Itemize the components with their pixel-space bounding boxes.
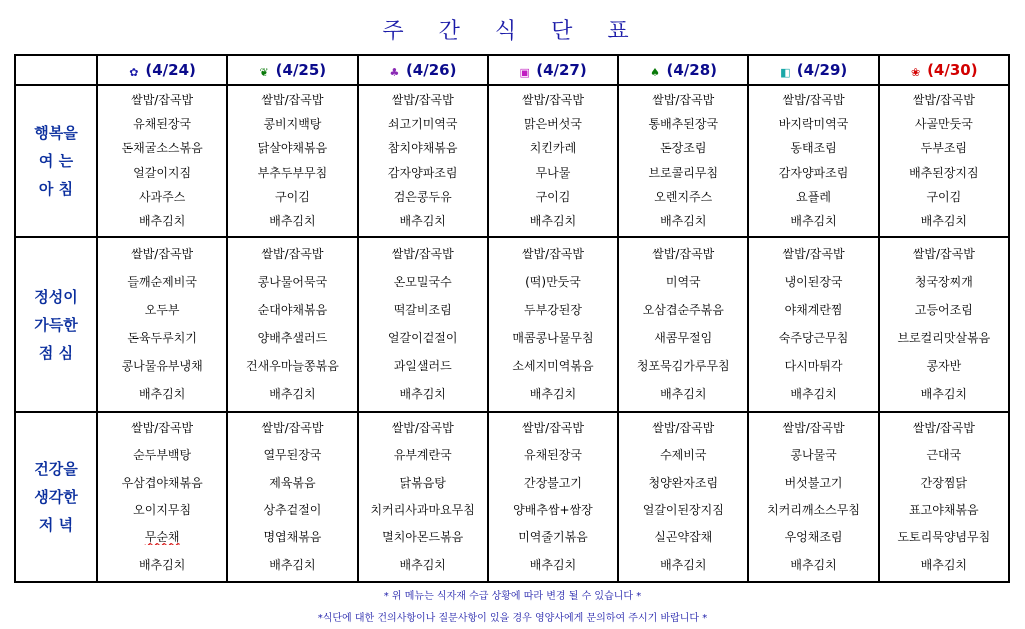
menu-item: 무나물 <box>535 165 571 180</box>
date-label: (4/30) <box>927 61 978 79</box>
meal-label-cell <box>15 412 97 582</box>
menu-item: 유채된장국 <box>133 116 192 131</box>
menu-item: 근대국 <box>926 448 962 463</box>
menu-cell <box>488 412 618 582</box>
menu-cell <box>618 85 748 237</box>
meal-label-line: 저 녁 <box>38 516 74 534</box>
menu-item: 쌀밥/잡곡밥 <box>912 92 975 107</box>
date-header-3 <box>488 55 618 85</box>
menu-item: 배추김치 <box>660 214 707 229</box>
menu-item: 사골만둣국 <box>914 116 973 131</box>
meal-label-line: 정성이 <box>34 287 78 306</box>
menu-item: 배추김치 <box>138 214 186 229</box>
inquiry-note: *식단에 대한 건의사항이나 질문사항이 있을 경우 영양사에게 문의하여 주시기 바랍니다 * <box>317 613 708 624</box>
menu-item: 유채된장국 <box>524 448 582 463</box>
menu-item: 오렌지주스 <box>654 189 713 204</box>
menu-item: 배추김치 <box>529 214 577 229</box>
menu-item: 매콤콩나물무침 <box>512 331 594 346</box>
menu-item: 쌀밥/잡곡밥 <box>131 421 194 436</box>
menu-item: 배추김치 <box>529 557 577 572</box>
menu-item: 표고야채볶음 <box>909 503 979 518</box>
menu-item: 콩나물국 <box>790 448 837 463</box>
menu-item: 쌀밥/잡곡밥 <box>652 246 715 261</box>
menu-item: 감자양파조림 <box>387 165 458 180</box>
menu-item: 쌀밥/잡곡밥 <box>521 421 584 436</box>
date-header-4 <box>618 55 748 85</box>
menu-item: 건새우마늘쫑볶음 <box>246 359 339 374</box>
menu-cell <box>227 412 357 582</box>
menu-item: 숙주당근무침 <box>778 331 849 346</box>
menu-item: 쌀밥/잡곡밥 <box>131 246 194 261</box>
menu-item: 청국장찌개 <box>914 274 973 289</box>
menu-item: 새콤무절임 <box>654 331 713 346</box>
menu-item: 얼갈이겉절이 <box>387 331 458 346</box>
date-header-5 <box>748 55 878 85</box>
weekly-menu-table <box>14 54 1010 583</box>
menu-item: 순대야채볶음 <box>257 302 328 317</box>
menu-item: 양배추샐러드 <box>257 331 328 346</box>
menu-item: 상추겉절이 <box>263 503 322 518</box>
menu-item: 동태조림 <box>790 141 837 156</box>
page-title: 주 간 식 단 표 <box>382 19 643 44</box>
menu-item: 실곤약잡채 <box>654 530 713 545</box>
menu-cell <box>358 412 488 582</box>
menu-item: 콩나물유부냉채 <box>121 359 203 374</box>
menu-cell <box>748 412 878 582</box>
menu-item: 쌀밥/잡곡밥 <box>912 246 975 261</box>
date-label: (4/27) <box>536 61 587 79</box>
menu-item: 쌀밥/잡곡밥 <box>652 421 715 436</box>
date-label: (4/24) <box>145 61 196 79</box>
menu-item: 순두부백탕 <box>133 448 192 463</box>
meal-label-line: 아 침 <box>38 180 74 198</box>
meal-label-line: 생각한 <box>34 488 78 506</box>
menu-item: 브로컬리맛살볶음 <box>897 331 991 346</box>
menu-item: 수제비국 <box>660 448 707 463</box>
menu-item: 우엉채조림 <box>784 530 843 545</box>
date-header-2 <box>358 55 488 85</box>
menu-item: 멸치아몬드볶음 <box>382 530 464 545</box>
menu-item: 쌀밥/잡곡밥 <box>912 421 975 436</box>
menu-item: 구이김 <box>275 189 310 204</box>
menu-item: 고등어조림 <box>914 302 973 317</box>
menu-item: 참치야채볶음 <box>387 141 458 156</box>
menu-item: 배추김치 <box>920 557 968 572</box>
menu-item: 요플레 <box>796 189 831 204</box>
menu-item: 배추김치 <box>920 214 968 229</box>
menu-item: 과일샐러드 <box>393 359 452 374</box>
menu-item: 미역국 <box>665 274 701 289</box>
menu-item: 야채계란찜 <box>784 302 843 317</box>
date-header-6 <box>879 55 1009 85</box>
menu-cell <box>97 237 227 412</box>
menu-item: 다시마튀각 <box>784 359 843 374</box>
menu-cell <box>97 412 227 582</box>
menu-item: 콩비지백탕 <box>263 116 322 131</box>
menu-cell <box>488 237 618 412</box>
menu-item: 청포묵김가루무침 <box>636 359 730 374</box>
menu-item: 쌀밥/잡곡밥 <box>261 246 324 261</box>
menu-cell <box>879 412 1009 582</box>
menu-item: 배추김치 <box>790 214 837 229</box>
menu-item: 통배추된장국 <box>648 116 719 131</box>
menu-item: 두부조림 <box>920 141 968 156</box>
menu-item: 맑은버섯국 <box>524 116 582 131</box>
menu-item: 우삼겹야채볶음 <box>121 475 203 490</box>
menu-item: 얼갈이지짐 <box>133 165 192 180</box>
menu-item: 쌀밥/잡곡밥 <box>391 246 454 261</box>
menu-cell <box>97 85 227 237</box>
date-header-0 <box>97 55 227 85</box>
date-label: (4/29) <box>796 61 848 79</box>
menu-item: 열무된장국 <box>263 448 322 463</box>
menu-item: 배추김치 <box>269 214 316 229</box>
gift-icon: ▣ <box>519 66 530 79</box>
menu-cell <box>879 85 1009 237</box>
menu-item: 배추김치 <box>660 557 707 572</box>
menu-item: 쇠고기미역국 <box>387 116 458 131</box>
menu-cell <box>748 85 878 237</box>
meal-label-line: 행복을 <box>34 124 78 142</box>
menu-item: 쌀밥/잡곡밥 <box>782 92 845 107</box>
menu-item: 배추된장지짐 <box>909 165 979 180</box>
menu-item: 두부강된장 <box>524 302 582 317</box>
menu-item: 간장불고기 <box>524 475 582 490</box>
menu-item: 검은콩두유 <box>393 189 452 204</box>
menu-item: 쌀밥/잡곡밥 <box>131 92 194 107</box>
menu-item: 온모밀국수 <box>393 274 452 289</box>
menu-cell <box>879 237 1009 412</box>
menu-item: 쌀밥/잡곡밥 <box>261 92 324 107</box>
menu-cell <box>748 237 878 412</box>
menu-cell <box>227 237 357 412</box>
menu-item: 배추김치 <box>399 557 446 572</box>
menu-item: 배추김치 <box>138 387 186 402</box>
menu-item: 구이김 <box>535 189 571 204</box>
menu-item: 배추김치 <box>399 387 446 402</box>
menu-cell <box>358 85 488 237</box>
menu-item: 배추김치 <box>529 387 577 402</box>
menu-item: 무순채 <box>144 530 180 545</box>
date-header-row <box>15 55 1009 85</box>
plant-icon: ♠ <box>650 66 660 79</box>
menu-item: 유부계란국 <box>393 448 452 463</box>
leaf-icon: ❦ <box>259 66 269 79</box>
flower-icon: ✿ <box>129 66 139 79</box>
meal-label-line: 건강을 <box>34 460 78 478</box>
menu-item: 브로콜리무침 <box>648 165 719 180</box>
meal-row <box>15 85 1009 237</box>
menu-item: 닭살야채볶음 <box>257 141 328 156</box>
menu-item: (떡)만둣국 <box>525 274 581 289</box>
menu-item: 양배추쌈+쌈장 <box>513 503 593 518</box>
menu-item: 돈채굴소스볶음 <box>121 141 203 156</box>
menu-item: 쌀밥/잡곡밥 <box>391 421 454 436</box>
menu-item: 제육볶음 <box>269 475 316 490</box>
menu-item: 배추김치 <box>790 557 837 572</box>
menu-item: 콩나물어묵국 <box>257 274 328 289</box>
menu-item: 떡갈비조림 <box>393 302 452 317</box>
menu-item: 바지락미역국 <box>778 116 849 131</box>
menu-item: 도토리묵양념무침 <box>897 530 991 545</box>
meal-label-cell <box>15 85 97 237</box>
menu-item: 미역줄기볶음 <box>518 530 588 545</box>
menu-item: 쌀밥/잡곡밥 <box>782 246 845 261</box>
menu-item: 청양완자조림 <box>648 475 719 490</box>
menu-item: 배추김치 <box>269 387 316 402</box>
menu-item: 닭볶음탕 <box>399 475 446 490</box>
menu-item: 배추김치 <box>399 214 446 229</box>
menu-cell <box>618 412 748 582</box>
menu-change-note: * 위 메뉴는 식자재 수급 상황에 따라 변경 될 수 있습니다 * <box>383 591 642 602</box>
menu-item: 오두부 <box>144 302 180 317</box>
meal-label-line: 점 심 <box>38 343 74 362</box>
bag-icon: ◧ <box>780 66 791 79</box>
menu-item: 콩자반 <box>926 359 962 374</box>
menu-item: 쌀밥/잡곡밥 <box>261 421 324 436</box>
menu-item: 쌀밥/잡곡밥 <box>782 421 845 436</box>
menu-item: 쌀밥/잡곡밥 <box>652 92 715 107</box>
menu-item: 소세지미역볶음 <box>512 359 594 374</box>
present-icon: ❀ <box>910 66 921 79</box>
menu-cell <box>618 237 748 412</box>
menu-item: 얼갈이된장지짐 <box>642 503 724 518</box>
menu-item: 사과주스 <box>138 189 186 204</box>
menu-item: 치커리사과마요무침 <box>370 503 475 518</box>
menu-item: 쌀밥/잡곡밥 <box>521 246 584 261</box>
menu-item: 배추김치 <box>790 387 837 402</box>
menu-item: 배추김치 <box>920 387 968 402</box>
menu-item: 배추김치 <box>138 557 186 572</box>
menu-item: 감자양파조림 <box>778 165 849 180</box>
menu-item: 명엽채볶음 <box>263 530 322 545</box>
date-header-1 <box>227 55 357 85</box>
menu-item: 돈육두루치기 <box>127 331 197 346</box>
menu-item: 배추김치 <box>660 387 707 402</box>
date-label: (4/26) <box>405 61 457 79</box>
menu-item: 오삼겹순주볶음 <box>642 302 724 317</box>
menu-item: 들깨순제비국 <box>127 274 197 289</box>
meal-label-line: 가득한 <box>34 315 78 334</box>
menu-item: 치킨카레 <box>529 141 577 156</box>
sprout-icon: ♣ <box>389 66 400 79</box>
menu-item: 구이김 <box>926 189 962 204</box>
meal-label-line: 여 는 <box>38 152 74 170</box>
menu-cell <box>358 237 488 412</box>
menu-item: 돈장조림 <box>660 141 707 156</box>
menu-cell <box>227 85 357 237</box>
meal-row <box>15 412 1009 582</box>
date-label: (4/28) <box>666 61 718 79</box>
corner-cell <box>15 55 97 85</box>
meal-label-cell <box>15 237 97 412</box>
menu-item: 오이지무침 <box>133 503 192 518</box>
menu-item: 부추두부무침 <box>257 165 328 180</box>
menu-item: 쌀밥/잡곡밥 <box>521 92 584 107</box>
menu-item: 치커리깨소스무침 <box>767 503 860 518</box>
menu-item: 배추김치 <box>269 557 316 572</box>
meal-row <box>15 237 1009 412</box>
menu-cell <box>488 85 618 237</box>
menu-item: 간장찜닭 <box>920 475 968 490</box>
menu-item: 버섯불고기 <box>784 475 843 490</box>
date-label: (4/25) <box>275 61 327 79</box>
menu-item: 쌀밥/잡곡밥 <box>391 92 454 107</box>
menu-item: 냉이된장국 <box>784 274 843 289</box>
